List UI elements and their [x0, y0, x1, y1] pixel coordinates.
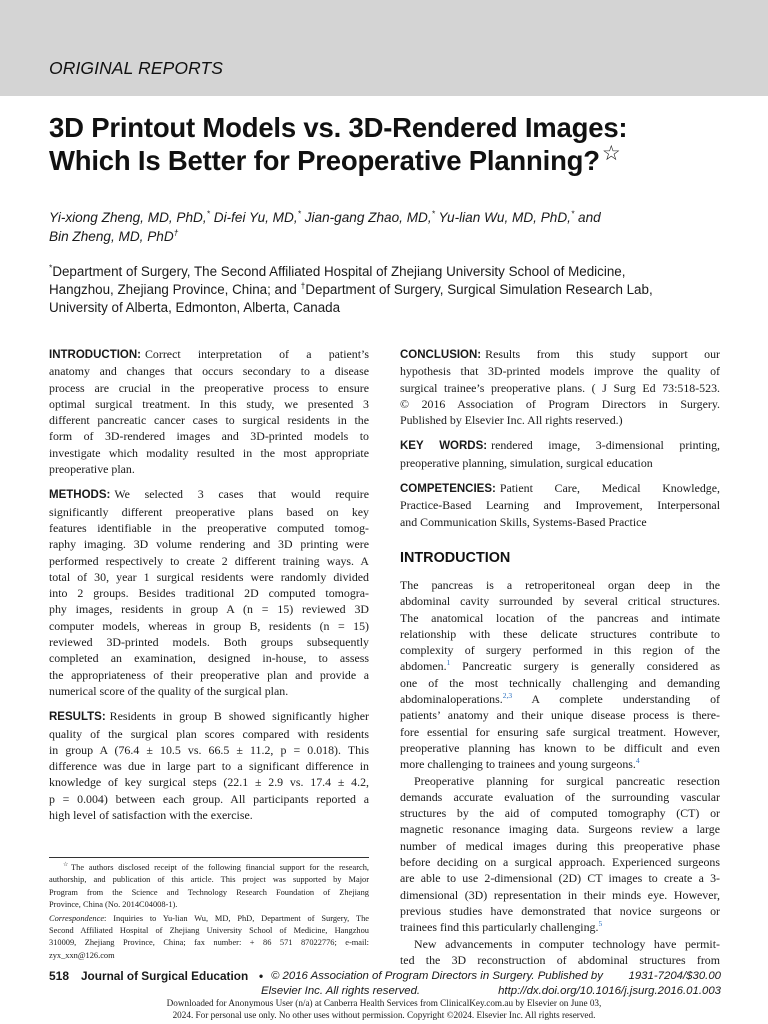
affiliation-mark: *: [297, 208, 301, 219]
text-line: and Communication Skills, Systems-Based Practice: [400, 514, 647, 529]
copyright-text: © 2016 Association of Program Directors in Surgery. Published by: [271, 970, 603, 982]
text-line: raphy imaging. 3D volume rendering and 3D printing were: [49, 537, 369, 552]
text-line: The anatomical location of the pancreas and intimate: [400, 610, 720, 625]
title-line-1: 3D Printout Models vs. 3D-Rendered Images:: [49, 112, 628, 143]
text-line: one of the most technically challenging and demanding: [400, 675, 720, 690]
text-line: before deciding on a surgical approach. Experienced surgeons: [400, 855, 720, 870]
abstract-label: COMPETENCIES:: [400, 483, 496, 496]
title-line-2-text: Which Is Better for Preoperative Planning?: [49, 145, 600, 176]
issn-price: 1931-7204/$30.00: [628, 970, 721, 982]
text-line: anatomy and changes that occurs secondary to a disease: [49, 364, 369, 379]
text-line: ted the 3D reconstruction of abdominal structures from: [400, 952, 720, 967]
text-line: surgical trainee’s preoperative plans. ( J Surg Ed 73:518-523.: [400, 380, 720, 395]
text-line: more challenging to trainees and young surgeons.$^4$: [400, 756, 640, 772]
abstract-methods: [49, 486, 369, 699]
correspondence-footnote: [49, 913, 369, 963]
abstract-right-column: [400, 346, 720, 539]
author-2: Di-fei Yu, MD,: [213, 210, 298, 225]
rights-text: Elsevier Inc. All rights reserved.: [261, 985, 421, 997]
text-line: total of 30, year 1 surgical residents were randomly divided: [49, 569, 369, 584]
text-line: dimensional (3D) representation in their minds eye. However,: [400, 887, 720, 902]
abstract-label: RESULTS:: [49, 711, 106, 724]
text-line: previous studies have demonstrated that novice surgeons or: [400, 903, 720, 918]
text-line: preoperative planning has known to be difficult and even: [400, 740, 720, 755]
text-line: trainees find this particularly challenging.$^5$: [400, 919, 603, 935]
text-line: CONCLUSION: Results from this study support our: [400, 347, 720, 361]
footnote-divider: [49, 857, 369, 858]
text-line: structures by the aid of computed tomography (CT) or: [400, 806, 720, 821]
download-notice-line-2: 2024. For personal use only. No other uses without permission. Copyright ©2024. Elsevier Inc. All rights reserved.: [172, 1009, 596, 1020]
article-title: [49, 111, 739, 177]
funding-star-icon[interactable]: ☆: [601, 141, 621, 165]
citation-link[interactable]: 5: [598, 919, 603, 929]
abstract-keywords: [400, 437, 720, 471]
text-line: form of 3D-rendered images and 3D-printed models to: [49, 429, 369, 444]
text-line: preoperative plan.: [49, 462, 135, 477]
text-line: The pancreas is a retroperitoneal organ deep in the: [400, 578, 720, 592]
text-line: INTRODUCTION: Correct interpretation of a patient’s: [49, 347, 369, 361]
text-line: quality of the surgical plan scores compared with residents: [49, 726, 369, 741]
text-line: into 2 groups. Besides traditional 2D computed tomogra-: [49, 586, 369, 601]
text-line: hypothesis that 3D-printed models improve the quality of: [400, 364, 720, 379]
author-5: Bin Zheng, MD, PhD: [49, 229, 174, 244]
text-line: KEY WORDS: rendered image, 3-dimensional printing,: [400, 438, 720, 453]
text-line: Second Affiliated Hospital of Zhejiang University School of Medicine, Hangzhou: [49, 926, 369, 936]
abstract-conclusion: [400, 346, 720, 428]
affiliation-line-3: University of Alberta, Edmonton, Alberta, Canada: [49, 300, 341, 315]
author-and: and: [578, 210, 601, 225]
affiliation-mark: *: [570, 208, 575, 219]
text-line: the appropriateness of their preoperative plan and provide a: [49, 667, 369, 682]
text-line: demands accurate evaluation of the surrounding vascular: [400, 789, 720, 804]
abstract-competencies: [400, 480, 720, 530]
journal-name: Journal of Surgical Education: [81, 969, 249, 983]
affiliation-mark: *: [431, 208, 435, 219]
page-number: 518: [49, 969, 70, 983]
text-line: abdominal cavity surrounded by several critical structures.: [400, 594, 720, 609]
abstract-label: CONCLUSION:: [400, 349, 482, 361]
bullet-separator: •: [259, 969, 264, 983]
abstract-label: METHODS:: [49, 489, 111, 502]
text-line: significantly different preoperative plans based on key: [49, 504, 369, 519]
citation-link[interactable]: 1: [446, 658, 451, 668]
affiliations: [49, 263, 739, 317]
affiliation-mark: *: [206, 208, 210, 219]
text-line: p = 0.004) between each group. All participants reported a: [49, 791, 369, 806]
text-line: phy images, residents in group A (n = 15) reviewed 3D: [49, 602, 369, 617]
correspondence-label: Correspondence: [49, 913, 105, 923]
section-label: ORIGINAL REPORTS: [49, 58, 224, 78]
text-line: investigate which modality resulted in the most appropriate: [49, 445, 369, 460]
affiliation-mark: †: [300, 280, 306, 291]
section-heading-introduction: INTRODUCTION: [400, 550, 511, 566]
affiliation-line-1: *Department of Surgery, The Second Affiliated Hospital of Zhejiang University School of Medicine,: [49, 262, 626, 279]
affiliation-mark: †: [173, 227, 179, 238]
footnotes: [49, 862, 369, 963]
funding-footnote: [49, 862, 369, 912]
author-4: Yu-lian Wu, MD, PhD,: [438, 210, 571, 225]
author-list: [49, 208, 739, 246]
text-line: features identifiable in the preoperative computed tomog-: [49, 520, 369, 535]
intro-paragraph-3: [400, 936, 720, 969]
text-line: Program from the Science and Technology Research Foundation of Zhejiang: [49, 887, 369, 897]
text-line: COMPETENCIES: Patient Care, Medical Knowledge,: [400, 481, 720, 496]
text-line: authorship, and publication of this article. This project was supported by Major: [49, 875, 369, 885]
text-line: © 2016 Association of Program Directors in Surgery.: [400, 396, 720, 411]
download-notice-line-1: Downloaded for Anonymous User (n/a) at Canberra Health Services from ClinicalKey.com.au by Elsevier on June 03,: [166, 998, 602, 1008]
header-band: [0, 0, 768, 96]
citation-link[interactable]: 2,3: [502, 691, 513, 701]
text-line: complexity of surgery performed in this region of the: [400, 643, 720, 658]
text-line: METHODS: We selected 3 cases that would require: [49, 487, 369, 502]
email-link[interactable]: zyx_xxn@126.com: [49, 950, 115, 960]
text-line: number of medical images during this preoperative phase: [400, 838, 720, 853]
text-line: patients’ anatomy and their unique disease process is there-: [400, 708, 720, 723]
citation-link[interactable]: 4: [635, 756, 640, 766]
author-1: Yi-xiong Zheng, MD, PhD,: [49, 210, 207, 225]
text-line: computer models, whereas in group B, residents (n = 15): [49, 618, 369, 633]
funding-star-icon: ☆: [63, 862, 72, 869]
text-line: difference was due in large part to a significant difference in: [49, 759, 369, 774]
text-line: magnetic resonance imaging data. Surgeons review a large: [400, 822, 720, 837]
text-line: abdominaloperations.$^{2,3}$ A complete understanding of: [400, 691, 720, 707]
text-line: Preoperative planning for surgical pancreatic resection: [414, 773, 720, 788]
text-line: optimal surgical treatment. In this study, we presented 3: [49, 396, 369, 411]
authors-line-1: [49, 208, 739, 227]
authors-line-2: [49, 227, 739, 246]
author-3: Jian-gang Zhao, MD,: [304, 210, 432, 225]
text-line: abdomen.$^1$ Pancreatic surgery is generally considered as: [400, 658, 720, 674]
affiliation-mark: *: [49, 262, 53, 273]
text-line: fore essential for ensuring safe surgical treatment. However,: [400, 724, 720, 739]
title-line-2: [49, 141, 739, 177]
affiliation-line-2: Hangzhou, Zhejiang Province, China; and †Department of Surgery, Surgical Simulation Research Lab,: [49, 280, 653, 297]
text-line: different pancreatic cancer cases to surgical residents in the: [49, 413, 369, 428]
download-notice: [0, 998, 768, 1021]
text-line: relationship with these delicate structures contribute to: [400, 626, 720, 641]
text-line: New advancements in computer technology have permit-: [414, 936, 720, 951]
text-line: completed an examination, designed in-house, to assess: [49, 651, 369, 666]
text-line: Correspondence: Inquiries to Yu-lian Wu, MD, PhD, Department of Surgery, The: [49, 913, 369, 923]
abstract-left-column: [49, 346, 369, 832]
text-line: 310009, Zhejiang Province, China; fax number: + 86 571 87022776; e-mail:: [49, 938, 369, 948]
text-line: preoperative planning, simulation, surgical education: [400, 455, 653, 470]
text-line: numerical score of the quality of the surgical plan.: [49, 683, 289, 698]
introduction-body: [400, 577, 720, 968]
abstract-label: KEY WORDS:: [400, 440, 488, 453]
abstract-introduction: [49, 346, 369, 477]
text-line: performed respectively to create 2 different training ways. A: [49, 553, 369, 568]
text-line: Practice-Based Learning and Improvement, Interpersonal: [400, 498, 720, 513]
text-line: reviewed 3D-printed models. Both groups subsequently: [49, 635, 369, 650]
intro-paragraph-1: [400, 577, 720, 773]
text-line: process are crucial in the preoperative process to ensure: [49, 380, 369, 395]
text-line: are able to use 2-dimensional (2D) CT images to create a 3-: [400, 871, 720, 886]
doi-link[interactable]: http://dx.doi.org/10.1016/j.jsurg.2016.01.003: [498, 985, 721, 997]
text-line: knowledge of key surgical steps (22.1 ± 2.9 vs. 17.4 ± 4.2,: [49, 775, 369, 790]
text-line: high level of satisfaction with the exercise.: [49, 808, 253, 823]
abstract-results: [49, 708, 369, 823]
text-line: Province, China (No. 2014C04008-1).: [49, 900, 178, 910]
abstract-label: INTRODUCTION:: [49, 349, 141, 361]
text-line: RESULTS: Residents in group B showed significantly higher: [49, 709, 369, 724]
intro-paragraph-2: [400, 773, 720, 936]
text-line: ☆The authors disclosed receipt of the following financial support for the research,: [63, 862, 369, 872]
text-line: in group A (76.4 ± 10.5 vs. 66.5 ± 11.2, p = 0.018). This: [49, 742, 369, 757]
text-line: Published by Elsevier Inc. All rights reserved.): [400, 413, 623, 428]
